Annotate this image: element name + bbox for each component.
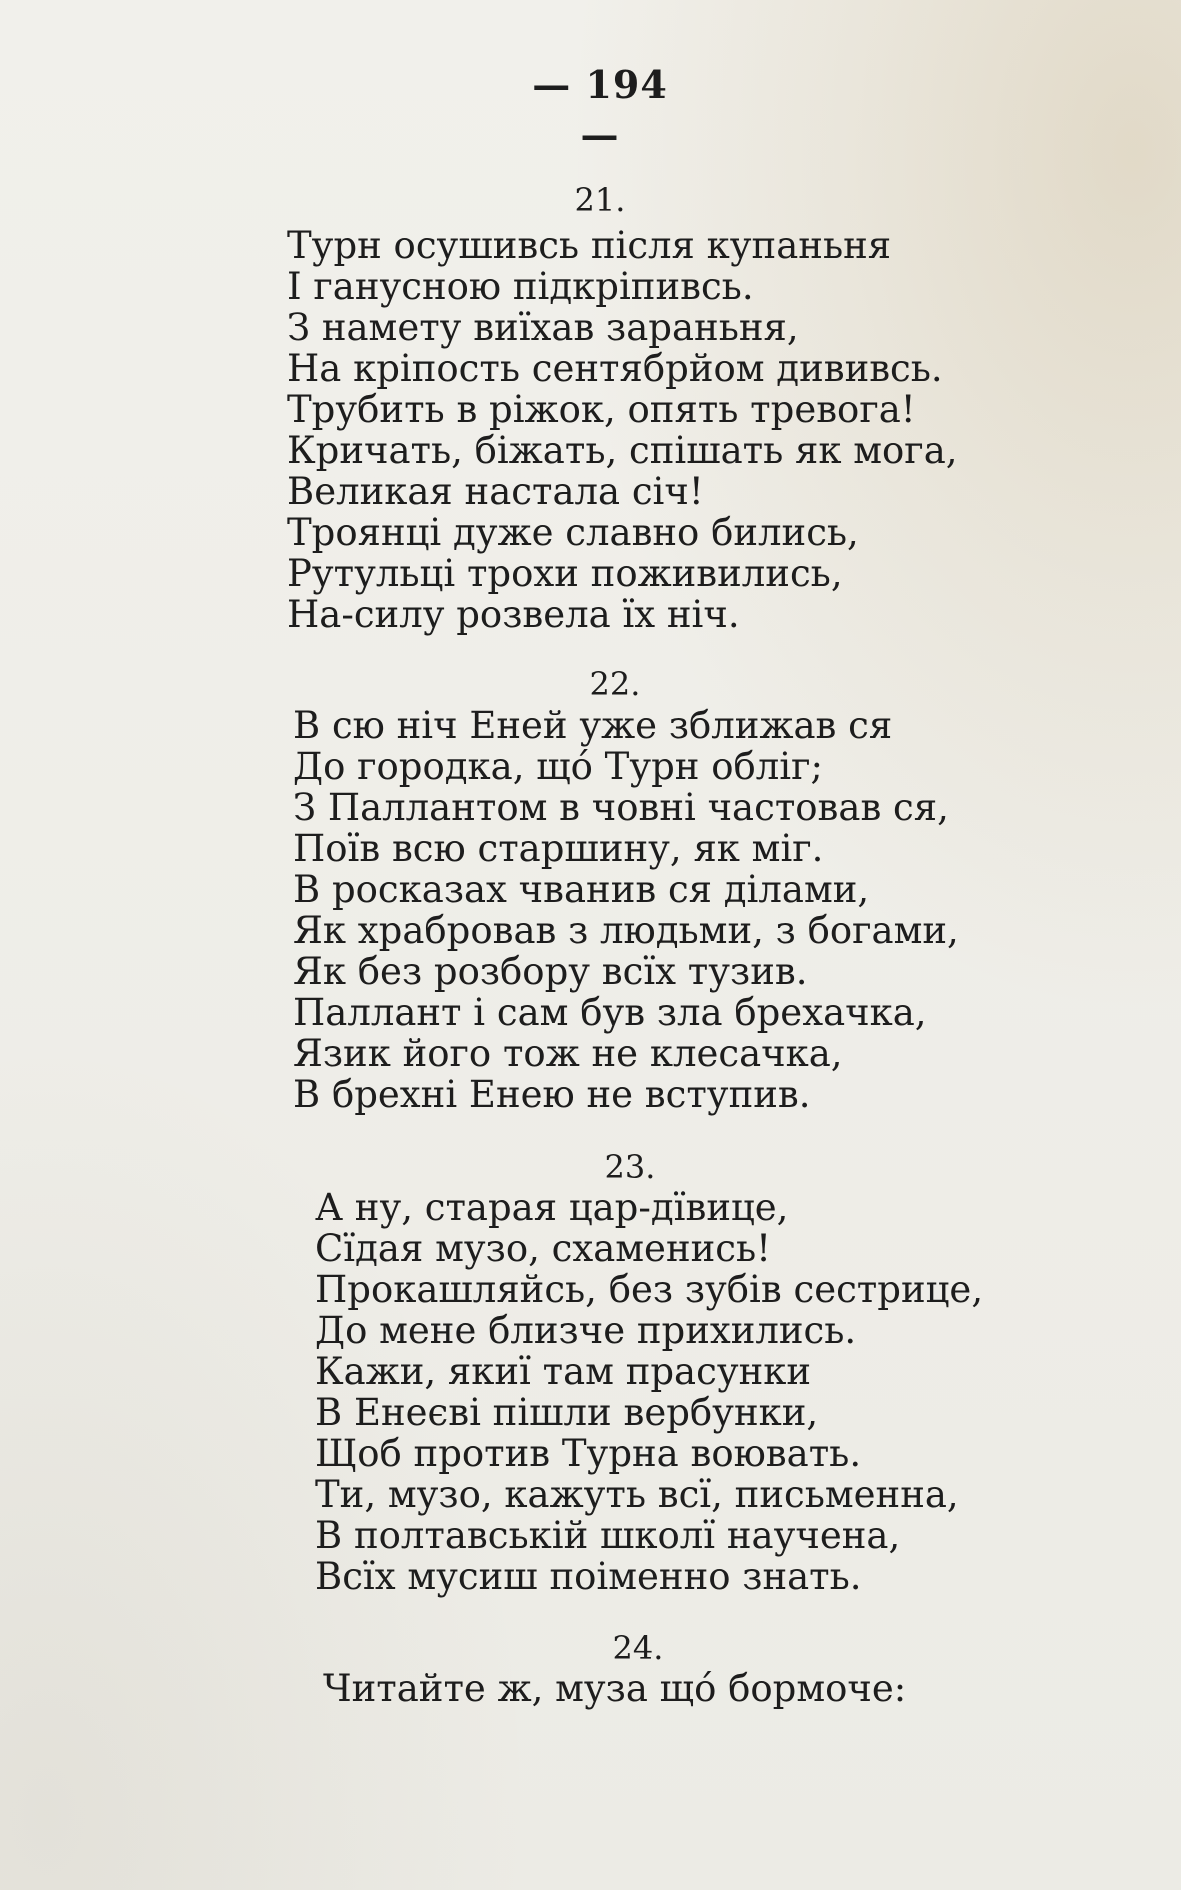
verse-line: Кричать, біжать, спішать як мога, (287, 429, 958, 472)
stanza-21 (287, 225, 1147, 635)
verse-line: Трубить в ріжок, опять тревога! (287, 388, 916, 431)
verse-line: А ну, старая цар-дївице, (315, 1186, 789, 1229)
verse-line: Паллант і сам був зла брехачка, (293, 991, 927, 1034)
verse-line: Поїв всю старшину, як міг. (293, 827, 824, 870)
verse-line: В брехні Енею не вступив. (293, 1073, 811, 1116)
stanza-number: 22. (589, 665, 641, 703)
stanza-number: 24. (612, 1629, 664, 1667)
verse-line: Кажи, якиї там прасунки (315, 1350, 812, 1393)
stanza-23 (315, 1187, 1175, 1597)
page-number-header: — 194 — (532, 62, 668, 157)
verse-line: Всїх мусиш поіменно знать. (315, 1555, 862, 1598)
verse-line: В Енеєві пішли вербунки, (315, 1391, 819, 1434)
stanza-24 (323, 1668, 1181, 1709)
verse-line: На-силу розвела їх ніч. (287, 593, 740, 636)
verse-line: Прокашляйсь, без зубів сестрице, (315, 1268, 984, 1311)
verse-line: З намету виїхав зараньня, (287, 306, 799, 349)
verse-line: До городка, щó Турн обліг; (293, 745, 823, 788)
verse-line: І ганусною підкріпивсь. (287, 265, 754, 308)
verse-line: В росказах чванив ся ділами, (293, 868, 870, 911)
verse-line: Сїдая музо, схаменись! (315, 1227, 771, 1270)
verse-line: В полтавській школї научена, (315, 1514, 901, 1557)
verse-line: Язик його тож не клесачка, (293, 1032, 843, 1075)
verse-line: Троянці дуже славно бились, (287, 511, 859, 554)
verse-line: На кріпость сентябрйом дививсь. (287, 347, 943, 390)
stanza-number: 23. (604, 1148, 656, 1186)
verse-line: Рутульці трохи поживились, (287, 552, 843, 595)
verse-line: Як храбровав з людьми, з богами, (293, 909, 959, 952)
verse-line: В сю ніч Еней уже зближав ся (293, 704, 893, 747)
verse-line: Ти, музо, кажуть всї, письменна, (315, 1473, 959, 1516)
stanza-number: 21. (574, 181, 626, 219)
verse-line: Щоб против Турна воювать. (315, 1432, 862, 1475)
verse-line: Турн осушивсь після купаньня (287, 224, 892, 267)
stanza-22 (293, 705, 1153, 1115)
verse-line: Як без розбору всїх тузив. (293, 950, 808, 993)
verse-line: З Паллантом в човні частовав ся, (293, 786, 949, 829)
verse-line: Великая настала січ! (287, 470, 704, 513)
verse-line: Читайте ж, муза щó бормоче: (323, 1667, 907, 1710)
verse-line: До мене близче прихились. (315, 1309, 857, 1352)
